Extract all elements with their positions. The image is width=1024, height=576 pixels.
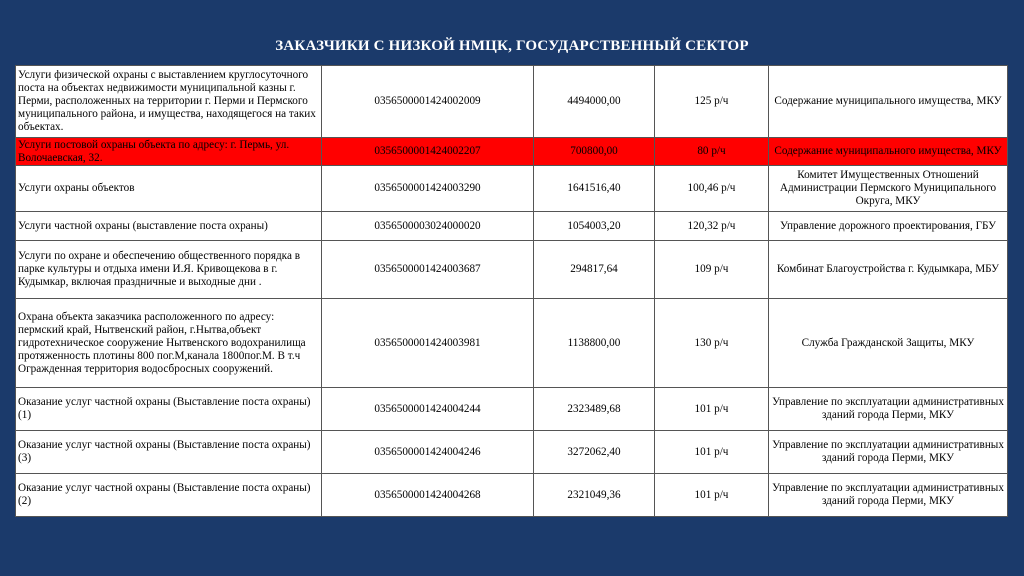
customer-name: Служба Гражданской Защиты, МКУ — [769, 299, 1008, 388]
table-row — [16, 431, 1008, 474]
purchase-number: 0356500003024000020 — [322, 212, 534, 241]
purchase-number: 0356500001424002207 — [322, 138, 534, 166]
table-row — [16, 299, 1008, 388]
contract-amount: 294817,64 — [534, 241, 655, 299]
contract-amount: 2321049,36 — [534, 474, 655, 517]
service-description: Оказание услуг частной охраны (Выставление поста охраны)(2) — [16, 474, 322, 517]
service-description: Охрана объекта заказчика расположенного по адресу: пермский край, Нытвенский район, г.Нытва,объект гидротехническое сооружение Нытвенского водохранилища протяженность плотины 800 пог.М,канала 1800пог.М. В т.ч Огражденная территория водосбросных сооружений. — [16, 299, 322, 388]
contract-amount: 1641516,40 — [534, 166, 655, 212]
hourly-rate: 101 р/ч — [655, 474, 769, 517]
hourly-rate: 125 р/ч — [655, 66, 769, 138]
service-description: Услуги охраны объектов — [16, 166, 322, 212]
customers-table — [15, 65, 1008, 517]
customer-name: Комитет Имущественных Отношений Администрации Пермского Муниципального Округа, МКУ — [769, 166, 1008, 212]
customer-name: Содержание муниципального имущества, МКУ — [769, 138, 1008, 166]
slide-title: ЗАКАЗЧИКИ С НИЗКОЙ НМЦК, ГОСУДАРСТВЕННЫЙ СЕКТОР — [275, 38, 749, 54]
purchase-number: 0356500001424004244 — [322, 388, 534, 431]
purchase-number: 0356500001424004268 — [322, 474, 534, 517]
table-row — [16, 212, 1008, 241]
hourly-rate: 101 р/ч — [655, 431, 769, 474]
purchase-number: 0356500001424003687 — [322, 241, 534, 299]
contract-amount: 2323489,68 — [534, 388, 655, 431]
customer-name: Управление дорожного проектирования, ГБУ — [769, 212, 1008, 241]
table-row — [16, 388, 1008, 431]
service-description: Услуги физической охраны с выставлением круглосуточного поста на объектах недвижимости муниципальной казны г. Перми, расположенных на территории г. Перми и Пермского муниципального района, и имущества, находящегося на таких объектах. — [16, 66, 322, 138]
contract-amount: 3272062,40 — [534, 431, 655, 474]
customer-name: Комбинат Благоустройства г. Кудымкара, МБУ — [769, 241, 1008, 299]
contract-amount: 1054003,20 — [534, 212, 655, 241]
customer-name: Управление по эксплуатации административных зданий города Перми, МКУ — [769, 431, 1008, 474]
table-row-highlighted — [16, 138, 1008, 166]
table-row — [16, 474, 1008, 517]
service-description: Услуги частной охраны (выставление поста охраны) — [16, 212, 322, 241]
contract-amount: 1138800,00 — [534, 299, 655, 388]
hourly-rate: 120,32 р/ч — [655, 212, 769, 241]
hourly-rate: 109 р/ч — [655, 241, 769, 299]
table-row — [16, 66, 1008, 138]
purchase-number: 0356500001424003290 — [322, 166, 534, 212]
hourly-rate: 101 р/ч — [655, 388, 769, 431]
table-row — [16, 241, 1008, 299]
contract-amount: 700800,00 — [534, 138, 655, 166]
purchase-number: 0356500001424003981 — [322, 299, 534, 388]
table-row — [16, 166, 1008, 212]
purchase-number: 0356500001424004246 — [322, 431, 534, 474]
customer-name: Управление по эксплуатации административных зданий города Перми, МКУ — [769, 474, 1008, 517]
contract-amount: 4494000,00 — [534, 66, 655, 138]
service-description: Оказание услуг частной охраны (Выставление поста охраны)(1) — [16, 388, 322, 431]
hourly-rate: 80 р/ч — [655, 138, 769, 166]
service-description: Услуги постовой охраны объекта по адресу: г. Пермь, ул. Волочаевская, 32. — [16, 138, 322, 166]
customer-name: Управление по эксплуатации административных зданий города Перми, МКУ — [769, 388, 1008, 431]
service-description: Услуги по охране и обеспечению общественного порядка в парке культуры и отдыха имени И.Я. Кривощекова в г. Кудымкар, включая праздничные и выходные дни . — [16, 241, 322, 299]
customer-name: Содержание муниципального имущества, МКУ — [769, 66, 1008, 138]
service-description: Оказание услуг частной охраны (Выставление поста охраны)(3) — [16, 431, 322, 474]
hourly-rate: 130 р/ч — [655, 299, 769, 388]
hourly-rate: 100,46 р/ч — [655, 166, 769, 212]
purchase-number: 0356500001424002009 — [322, 66, 534, 138]
